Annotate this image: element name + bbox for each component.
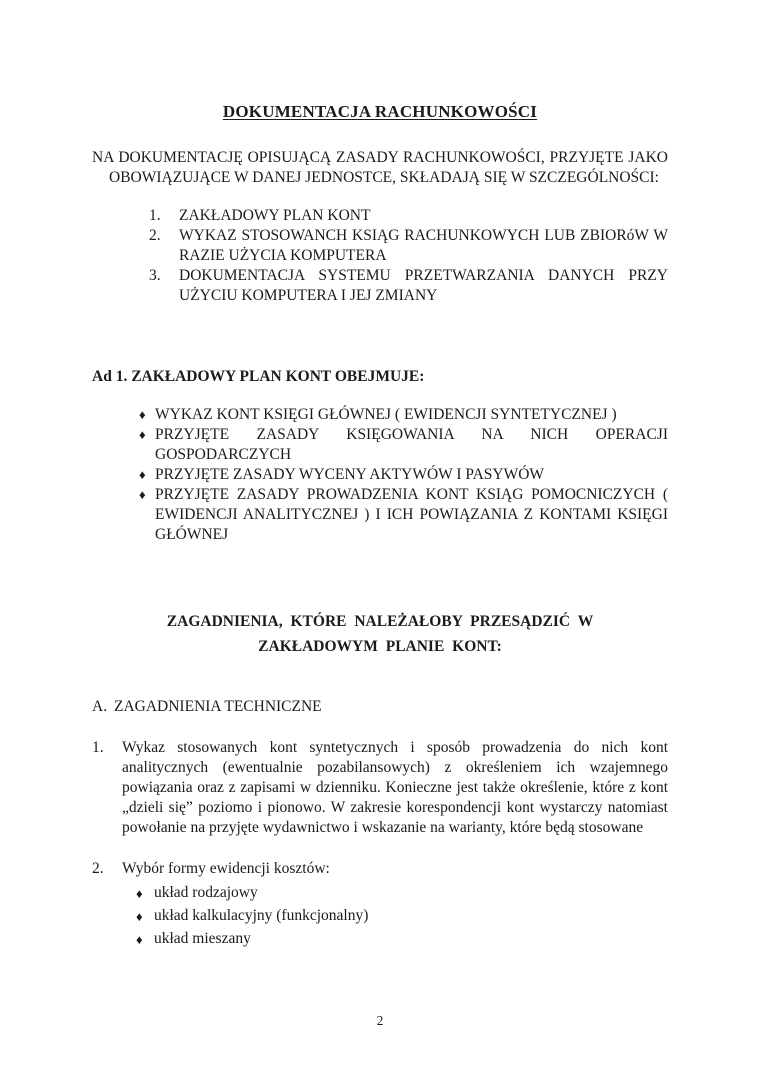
- bullet-text: układ mieszany: [154, 930, 251, 947]
- zagadnienia-heading: ZAGADNIENIA, KTÓRE NALEŻAŁOBY PRZESĄDZIĆ W ZAKŁADOWYM PLANIE KONT:: [166, 613, 594, 655]
- diamond-bullet-icon: ♦: [136, 909, 143, 924]
- bullet-item: [139, 485, 668, 545]
- diamond-bullet-icon: ♦: [139, 487, 146, 502]
- list-item-number: 2.: [149, 227, 161, 244]
- bullet-item: [139, 405, 668, 425]
- bullet-text: układ rodzajowy: [154, 884, 258, 901]
- section-a-label: [92, 697, 668, 717]
- intro-numbered-list: [149, 206, 668, 306]
- bullet-text: PRZYJĘTE ZASADY KSIĘGOWANIA NA NICH OPERACJI GOSPODARCZYCH: [155, 426, 668, 463]
- bullet-item: [136, 881, 668, 904]
- diamond-bullet-icon: ♦: [136, 932, 143, 947]
- list-item-text: WYKAZ STOSOWANCH KSIĄG RACHUNKOWYCH LUB ZBIORóW W RAZIE UŻYCIA KOMPUTERA: [179, 227, 668, 264]
- diamond-bullet-icon: ♦: [139, 467, 146, 482]
- item-text: Wybór formy ewidencji kosztów:: [122, 860, 330, 877]
- bullet-item: [139, 465, 668, 485]
- diamond-bullet-icon: ♦: [139, 407, 146, 422]
- numbered-item: [92, 859, 668, 950]
- diamond-bullet-icon: ♦: [136, 886, 143, 901]
- list-item: [149, 226, 668, 266]
- list-item-number: 3.: [149, 267, 161, 284]
- numbered-item: [92, 738, 668, 838]
- section-ad1-heading: Ad 1. ZAKŁADOWY PLAN KONT OBEJMUJE:: [92, 368, 425, 385]
- list-item: [149, 266, 668, 306]
- item-number: 2.: [92, 860, 104, 877]
- intro-paragraph: NA DOKUMENTACJĘ OPISUJĄCĄ ZASADY RACHUNKOWOŚCI, PRZYJĘTE JAKO OBOWIĄZUJĄCE W DANEJ JEDNOSTCE, SKŁADAJĄ SIĘ W SZCZEGÓLNOŚCI:: [92, 149, 668, 186]
- item-text: Wykaz stosowanych kont syntetycznych i sposób prowadzenia do nich kont analitycznych (ewentualnie pozabilansowych) z określeniem ich wzajemnego powiązania oraz z zapisami w dzienniku. Konieczne jest także określenie, które z kont „dzieli się” poziomo i pionowo. W zakresie korespondencji kont wystarczy natomiast powołanie na przyjęte wydawnictwo i wskazanie na warianty, które będą stosowane: [122, 739, 668, 836]
- list-item-number: 1.: [149, 207, 161, 224]
- page-number: 2: [376, 1013, 384, 1028]
- list-item: [149, 206, 668, 226]
- cost-forms-bullet-list: [136, 881, 668, 950]
- diamond-bullet-icon: ♦: [139, 427, 146, 442]
- section-a-text: ZAGADNIENIA TECHNICZNE: [114, 698, 322, 715]
- bullet-item: [136, 927, 668, 950]
- section-a-letter: A.: [92, 698, 108, 715]
- document-title: DOKUMENTACJA RACHUNKOWOŚCI: [222, 102, 538, 121]
- bullet-text: układ kalkulacyjny (funkcjonalny): [154, 907, 369, 924]
- bullet-text: PRZYJĘTE ZASADY PROWADZENIA KONT KSIĄG POMOCNICZYCH ( EWIDENCJI ANALITYCZNEJ ) I ICH POWIĄZANIA Z KONTAMI KSIĘGI GŁÓWNEJ: [155, 486, 668, 543]
- item-number: 1.: [92, 739, 104, 756]
- list-item-text: ZAKŁADOWY PLAN KONT: [179, 207, 371, 224]
- bullet-text: PRZYJĘTE ZASADY WYCENY AKTYWÓW I PASYWÓW: [155, 466, 545, 483]
- bullet-item: [139, 425, 668, 465]
- bullet-text: WYKAZ KONT KSIĘGI GŁÓWNEJ ( EWIDENCJI SYNTETYCZNEJ ): [155, 406, 617, 423]
- ad1-bullet-list: [139, 405, 668, 545]
- list-item-text: DOKUMENTACJA SYSTEMU PRZETWARZANIA DANYCH PRZY UŻYCIU KOMPUTERA I JEJ ZMIANY: [179, 267, 668, 304]
- bullet-item: [136, 904, 668, 927]
